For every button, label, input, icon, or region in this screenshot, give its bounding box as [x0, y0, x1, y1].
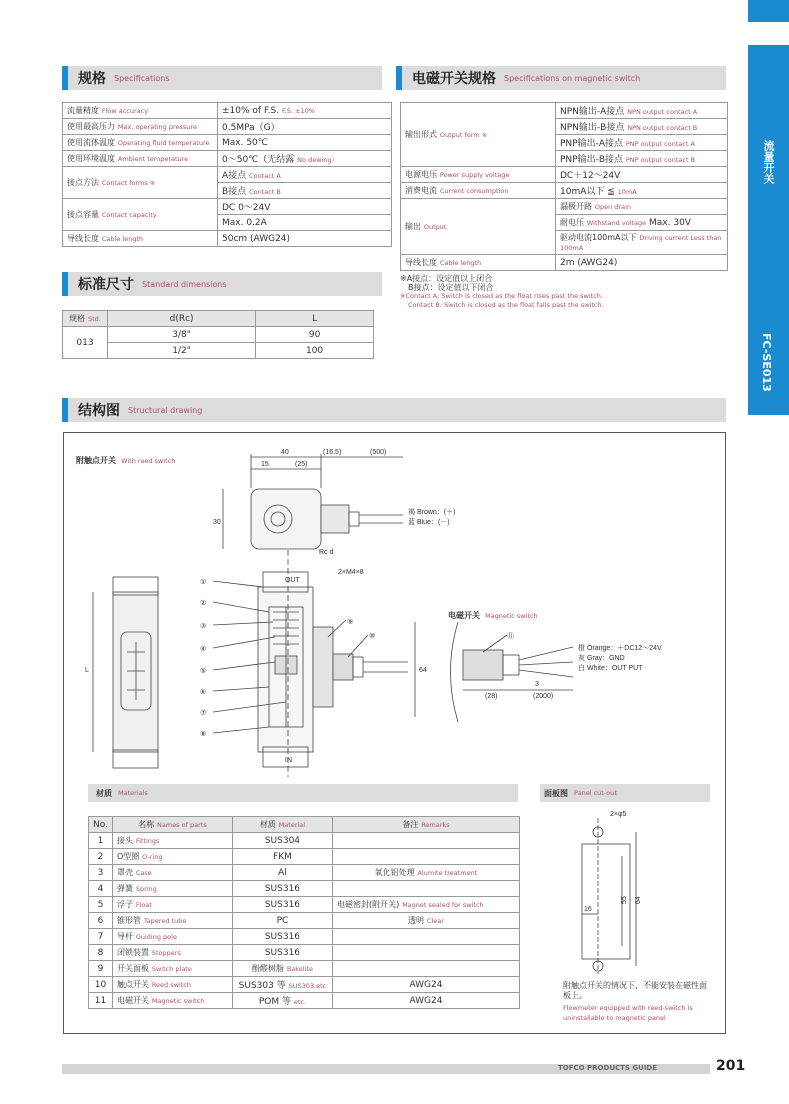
table-row: 5 浮子 Float SUS316 电磁密封(附开关) Magnet sealed for switch: [89, 897, 520, 913]
table-row: 接点方法 Contact forms ※ A接点 Contact A: [63, 167, 392, 183]
sidebar-model-tab[interactable]: [748, 325, 789, 415]
panel-drawing: [560, 806, 710, 976]
table-row: 输出 Output 漏极开路 Open drain: [401, 199, 728, 215]
switch-plate: [313, 627, 333, 707]
specs-header: [62, 66, 382, 90]
mag-switch-label: 电磁开关 Magnetic switch: [448, 611, 538, 620]
table-row: PNP输出-A接点 PNP output contact A: [401, 135, 728, 151]
table-row: 消费电流 Current consumption 10mA以下 ≦ 10mA: [401, 183, 728, 199]
panel-dim-55: 55: [621, 896, 628, 904]
panel-note: 附触点开关的情况下，不能安装在磁性面板上。 Flowmeter equipped with reed-switch is uninstallable to magnetic panel: [563, 981, 707, 1022]
table-row: B接点 Contact B: [63, 183, 392, 199]
structure-title: 结构图: [78, 403, 120, 419]
table-row: 耐电压 Withstand voltage Max. 30V: [401, 215, 728, 231]
callout-9: ⑨: [347, 619, 354, 626]
mag-switch-wires: [519, 647, 573, 677]
dim-64: 64: [419, 667, 427, 674]
wire-gray: 灰 Gray：GND: [578, 655, 625, 662]
dim-bolt: 2×M4×8: [338, 569, 364, 576]
switch-notes: ※A接点：设定值以上闭合 B接点：设定值以下闭合 ※Contact A: Switch is closed as the float rises past the switch. Contact B: Switch is closed as the float falls past the switch.: [400, 274, 604, 309]
table-row: 1/2" 100: [63, 343, 374, 359]
callout-11: ⑪: [507, 633, 514, 640]
table-row: 导线长度 Cable length 50cm (AWG24): [63, 231, 392, 247]
dim-15: 15: [261, 461, 269, 468]
standard-title: 标准尺寸: [78, 277, 134, 293]
top-view-switch-body: [251, 489, 321, 549]
table-row: 电源电压 Power supply voltage DC＋12～24V: [401, 167, 728, 183]
table-row: 使用环境温度 Ambient temperature 0～50℃（无结露 No dewing）: [63, 151, 392, 167]
standard-header: [62, 272, 382, 296]
panel-dim-64: 64: [635, 896, 642, 904]
materials-table: [88, 816, 520, 1009]
table-row: 流量精度 Flow accuracy ±10% of F.S. F.S. ±10%: [63, 103, 392, 119]
callout-6: ⑥: [200, 689, 207, 696]
materials-header: 材质 Materials: [88, 784, 518, 802]
callout-1: ①: [200, 579, 207, 586]
dim-25: (25): [295, 461, 308, 468]
dim-16-5: (16.5): [323, 449, 342, 456]
dim-500: (500): [370, 449, 387, 456]
page-number: 201: [716, 1058, 746, 1074]
table-row: PNP输出-B接点 PNP output contact B: [401, 151, 728, 167]
wire-orange: 橙 Orange：＋DC12～24V: [578, 645, 662, 652]
structural-drawing: [63, 432, 726, 792]
sidebar-model-label: FC-SE013: [760, 333, 773, 392]
table-row: 6 锥形管 Tapered tube PC 透明 Clear: [89, 913, 520, 929]
table-row: 4 弹簧 Spring SUS316: [89, 881, 520, 897]
switch-specs-title-en: Specifications on magnetic switch: [504, 73, 641, 83]
table-row: 7 导杆 Guiding pole SUS316: [89, 929, 520, 945]
mag-switch-panel: [451, 622, 459, 722]
callout-3: ③: [200, 623, 207, 630]
table-row: 驱动电流100mA以下 Driving current Less than 100mA: [401, 231, 728, 255]
dim-rcd: Rc d: [319, 549, 334, 556]
table-row: NPN输出-B接点 NPN output contact B: [401, 119, 728, 135]
table-row: 013 3/8" 90: [63, 327, 374, 343]
standard-table: [62, 310, 374, 359]
table-row: 使用最高压力 Max. operating pressure 0.5MPa（G）: [63, 119, 392, 135]
dim-2000: (2000): [533, 693, 554, 700]
switch-specs-header: [396, 66, 726, 90]
wire-brown: 褐 Brown：(＋): [408, 509, 456, 516]
callout-5: ⑤: [200, 668, 207, 675]
dim-3: 3: [535, 681, 539, 688]
table-row: 10 触点开关 Reed switch SUS303 等 SUS303,etc AWG24: [89, 977, 520, 993]
table-row: 接点容量 Contact capacity DC 0～24V: [63, 199, 392, 215]
callout-7: ⑦: [200, 710, 207, 717]
specs-table: [62, 102, 392, 247]
table-row: No. 名称 Names of parts 材质 Material 备注 Remarks: [89, 817, 520, 833]
footer-guide: TOFCO PRODUCTS GUIDE: [558, 1064, 658, 1072]
table-row: 使用流体温度 Operating fluid temperature Max. 50℃: [63, 135, 392, 151]
panel-header: 面板图 Panel cut-out: [540, 784, 710, 802]
switch-specs-title: 电磁开关规格: [412, 71, 496, 87]
structure-title-en: Structural drawing: [128, 405, 203, 415]
wire-white: 白 White：OUT PUT: [578, 665, 643, 672]
wire-blue: 蓝 Blue：(－): [408, 519, 450, 526]
dim-L: L: [85, 667, 89, 674]
panel-dim-16: 16: [584, 906, 592, 913]
table-row: 11 电磁开关 Magnetic switch POM 等 etc. AWG24: [89, 993, 520, 1009]
table-row: 3 罩壳 Case Al 氧化铝处理 Alumite treatment: [89, 865, 520, 881]
label-in: IN: [285, 757, 292, 764]
standard-title-en: Standard dimensions: [142, 279, 227, 289]
switch-specs-table: [400, 102, 728, 271]
specs-title: 规格: [78, 71, 106, 87]
callout-2: ②: [200, 600, 207, 607]
table-row: 8 闭锁装置 Stoppers SUS316: [89, 945, 520, 961]
table-row: Max. 0.2A: [63, 215, 392, 231]
specs-title-en: Specifications: [114, 73, 170, 83]
sidebar-top-tab: [748, 0, 789, 22]
callout-10: ⑩: [369, 633, 376, 640]
sidebar-category-tab[interactable]: [748, 45, 789, 325]
dim-30: 30: [213, 519, 221, 526]
dim-40: 40: [281, 449, 289, 456]
table-row: 2 O型圈 O-ring FKM: [89, 849, 520, 865]
table-row: 规格 Std. d(Rc) L: [63, 311, 374, 327]
panel-dim-holes: 2×φ5: [610, 811, 627, 818]
structure-header: [62, 398, 726, 422]
mag-switch-body: [463, 650, 503, 680]
table-row: 9 开关面板 Switch plate 酚醛树脂 Bakelite: [89, 961, 520, 977]
dim-28: (28): [485, 693, 498, 700]
table-row: 输出形式 Output form ※ NPN输出-A接点 NPN output contact A: [401, 103, 728, 119]
table-row: 1 接头 Fittings SUS304: [89, 833, 520, 849]
callout-4: ④: [200, 646, 207, 653]
sidebar-category-label: 流量开关: [762, 140, 775, 184]
reed-switch-label: 附触点开关 With reed switch: [76, 456, 176, 465]
table-row: 导线长度 Cable length 2m (AWG24): [401, 255, 728, 271]
label-out: OUT: [285, 577, 300, 584]
callout-8: ⑧: [200, 731, 207, 738]
